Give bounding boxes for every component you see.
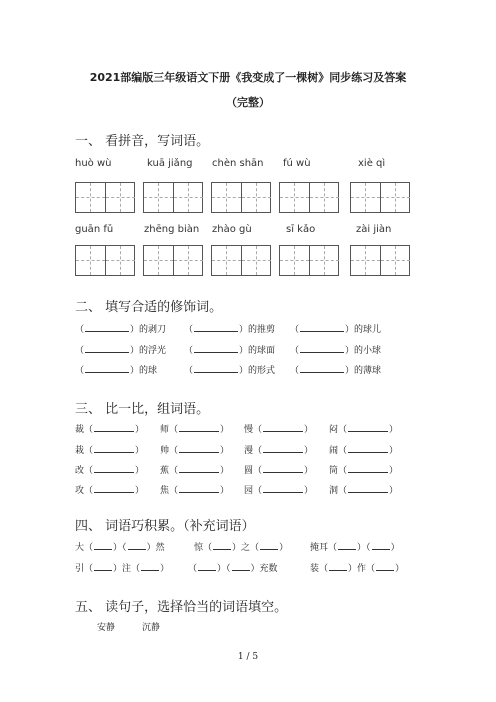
answer-blank[interactable] [329, 562, 347, 571]
compare-char: 改 [75, 466, 85, 476]
answer-blank[interactable] [263, 423, 303, 432]
answer-blank[interactable] [179, 423, 219, 432]
section-1-heading: 一、 看拼音，写词语。 [75, 134, 210, 149]
answer-blank[interactable] [179, 484, 219, 493]
compare-char: 帅 [160, 446, 170, 456]
pinyin-7: zhēng biàn [144, 224, 200, 235]
modifier-noun: 的推剪 [248, 325, 276, 335]
answer-blank[interactable] [348, 423, 388, 432]
answer-blank[interactable] [263, 444, 303, 453]
answer-blank[interactable] [300, 364, 344, 373]
writing-grid-1[interactable] [75, 182, 135, 213]
compare-char: 圆 [244, 466, 254, 476]
doc-title-line2: （完整） [226, 96, 270, 109]
doc-title-line1: 2021部编版三年级语文下册《我变成了一棵树》同步练习及答案 [89, 71, 407, 84]
answer-blank[interactable] [348, 444, 388, 453]
writing-grid-8[interactable] [211, 245, 271, 276]
modifier-item: （ ）的球儿 [290, 325, 382, 335]
idiom-item: 惊（ ）之（ ） [194, 543, 289, 553]
compare-char: 栽 [75, 446, 85, 456]
idiom-item: 大（ ）（ ）然 [75, 543, 165, 553]
modifier-noun: 的形式 [248, 366, 276, 376]
modifier-item: （ ）的浮光 [75, 346, 167, 356]
compare-char: 闷 [329, 425, 339, 435]
answer-blank[interactable] [94, 541, 112, 550]
pinyin-9: sī kǎo [286, 224, 316, 235]
compare-char: 筒 [329, 466, 339, 476]
page-number: 1 / 5 [237, 652, 259, 662]
modifier-item: （ ）的剥刀 [75, 325, 167, 335]
answer-blank[interactable] [348, 464, 388, 473]
answer-blank[interactable] [300, 344, 344, 353]
pinyin-1: huò wù [75, 158, 112, 169]
answer-blank[interactable] [194, 364, 238, 373]
compare-char: 洞 [329, 486, 339, 496]
compare-item: 栽（ ） [75, 446, 145, 456]
answer-blank[interactable] [263, 484, 303, 493]
pinyin-3: chèn shān [212, 158, 264, 169]
idiom-item: 掩耳（ ）（ ） [310, 543, 400, 553]
answer-blank[interactable] [376, 562, 394, 571]
compare-item: 闹（ ） [329, 446, 399, 456]
compare-char: 慢 [244, 425, 254, 435]
answer-blank[interactable] [94, 423, 134, 432]
modifier-item: （ ）的球面 [184, 346, 276, 356]
idiom-item: 装（ ）作（ ） [310, 564, 405, 574]
answer-blank[interactable] [198, 562, 216, 571]
compare-char: 闹 [329, 446, 339, 456]
pinyin-6: guān fǔ [75, 224, 114, 235]
compare-char: 师 [160, 425, 170, 435]
modifier-noun: 的薄球 [354, 366, 382, 376]
modifier-noun: 的球面 [248, 346, 276, 356]
compare-item: 洞（ ） [329, 486, 399, 496]
pinyin-5: xiè qì [358, 158, 386, 169]
modifier-item: （ ）的薄球 [290, 366, 382, 376]
answer-blank[interactable] [94, 562, 112, 571]
answer-blank[interactable] [94, 444, 134, 453]
answer-blank[interactable] [85, 323, 129, 332]
compare-char: 园 [244, 486, 254, 496]
section-5-heading: 五、 读句子，选择恰当的词语填空。 [75, 600, 288, 615]
compare-char: 攻 [75, 486, 85, 496]
modifier-noun: 的球 [139, 366, 158, 376]
answer-blank[interactable] [194, 344, 238, 353]
choice-word-1: 安静 [97, 623, 116, 633]
answer-blank[interactable] [128, 541, 146, 550]
compare-item: 帅（ ） [160, 446, 230, 456]
writing-grid-6[interactable] [75, 245, 135, 276]
compare-char: 裁 [75, 425, 85, 435]
answer-blank[interactable] [85, 364, 129, 373]
modifier-item: （ ）的形式 [184, 366, 276, 376]
compare-char: 蕉 [160, 466, 170, 476]
answer-blank[interactable] [232, 562, 250, 571]
answer-blank[interactable] [94, 484, 134, 493]
answer-blank[interactable] [263, 464, 303, 473]
writing-grid-7[interactable] [143, 245, 203, 276]
section-2-heading: 二、 填写合适的修饰词。 [75, 300, 223, 315]
answer-blank[interactable] [141, 562, 159, 571]
compare-item: 改（ ） [75, 466, 145, 476]
answer-blank[interactable] [300, 323, 344, 332]
compare-item: 慢（ ） [244, 425, 314, 435]
compare-item: 园（ ） [244, 486, 314, 496]
modifier-noun: 的球儿 [354, 325, 382, 335]
writing-grid-4[interactable] [279, 182, 339, 213]
pinyin-4: fú wù [283, 158, 311, 169]
pinyin-2: kuā jiǎng [147, 158, 193, 169]
choice-word-2: 沉静 [142, 623, 161, 633]
pinyin-10: zài jiàn [356, 224, 392, 235]
writing-grid-9[interactable] [279, 245, 339, 276]
answer-blank[interactable] [94, 464, 134, 473]
answer-blank[interactable] [260, 541, 278, 550]
answer-blank[interactable] [213, 541, 231, 550]
section-4-heading: 四、 词语巧积累。（补充词语） [75, 519, 255, 534]
compare-item: 师（ ） [160, 425, 230, 435]
answer-blank[interactable] [372, 541, 390, 550]
compare-char: 焦 [160, 486, 170, 496]
modifier-noun: 的剥刀 [139, 325, 167, 335]
modifier-noun: 的浮光 [139, 346, 167, 356]
modifier-item: （ ）的小球 [290, 346, 382, 356]
modifier-item: （ ）的球 [75, 366, 158, 376]
pinyin-8: zhào gù [212, 224, 252, 235]
compare-item: 漫（ ） [244, 446, 314, 456]
compare-item: 闷（ ） [329, 425, 399, 435]
writing-grid-2[interactable] [143, 182, 203, 213]
answer-blank[interactable] [338, 541, 356, 550]
compare-char: 漫 [244, 446, 254, 456]
writing-grid-10[interactable] [350, 245, 410, 276]
answer-blank[interactable] [179, 444, 219, 453]
compare-item: 筒（ ） [329, 466, 399, 476]
answer-blank[interactable] [85, 344, 129, 353]
idiom-item: 引（ ）注（ ） [75, 564, 170, 574]
compare-item: 焦（ ） [160, 486, 230, 496]
writing-grid-5[interactable] [350, 182, 410, 213]
compare-item: 裁（ ） [75, 425, 145, 435]
answer-blank[interactable] [348, 484, 388, 493]
idiom-item: （ ）（ ）充数 [188, 564, 278, 574]
section-3-heading: 三、 比一比，组词语。 [75, 402, 210, 417]
modifier-item: （ ）的推剪 [184, 325, 276, 335]
answer-blank[interactable] [179, 464, 219, 473]
compare-item: 攻（ ） [75, 486, 145, 496]
writing-grid-3[interactable] [211, 182, 271, 213]
compare-item: 圆（ ） [244, 466, 314, 476]
modifier-noun: 的小球 [354, 346, 382, 356]
answer-blank[interactable] [194, 323, 238, 332]
compare-item: 蕉（ ） [160, 466, 230, 476]
